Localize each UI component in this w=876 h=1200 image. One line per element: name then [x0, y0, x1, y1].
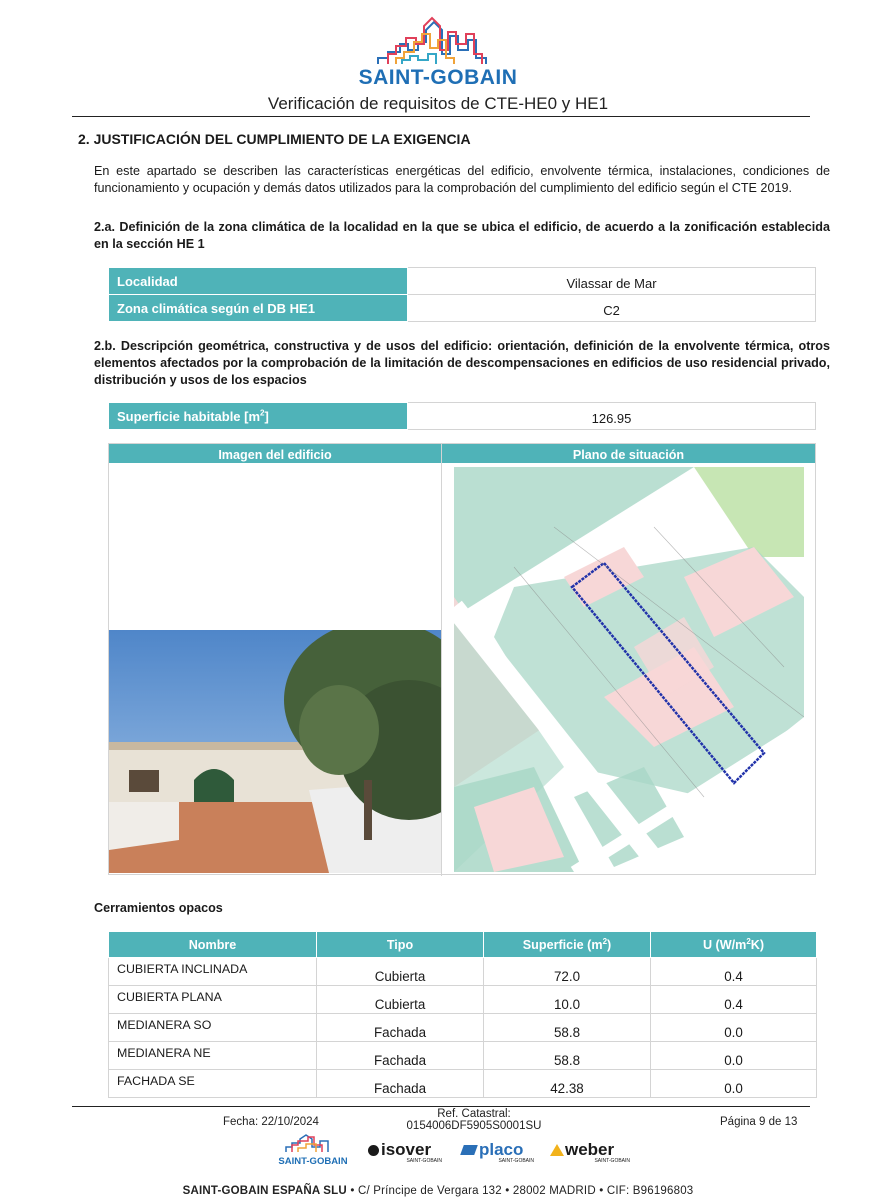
isover-label: isover [381, 1140, 432, 1159]
placo-label: placo [479, 1140, 524, 1159]
section-intro: En este apartado se describen las características energéticas del edificio, envolvente térmica, instalaciones, condiciones de funcionamiento y ocupación y demás datos utilizados para la comprobación del cumplimiento del edificio según el CTE 2019. [94, 164, 830, 195]
cell-superficie: 72.0 [484, 958, 651, 986]
footer-saint-gobain-logo [272, 1133, 354, 1167]
opaque-enclosures-table [108, 931, 817, 1098]
cell-superficie: 58.8 [484, 1042, 651, 1070]
building-image-header: Imagen del edificio [109, 444, 441, 463]
weber-sub-label: SAINT-GOBAIN [594, 1158, 630, 1164]
footer-company-address [0, 1185, 876, 1197]
climate-zone-label: Zona climática según el DB HE1 [109, 295, 408, 322]
section-heading: 2. JUSTIFICACIÓN DEL CUMPLIMIENTO DE LA EXIGENCIA [78, 131, 471, 147]
column-header-nombre: Nombre [109, 932, 317, 958]
footer-page-number: Página 9 de 13 [720, 1116, 798, 1128]
cell-u: 0.4 [651, 986, 817, 1014]
table-row [109, 1014, 817, 1042]
table-row [109, 403, 816, 430]
weber-label: weber [565, 1140, 615, 1159]
subsection-b-heading: 2.b. Descripción geométrica, constructiva y de usos del edificio: orientación, definición de la envolvente térmica, otros elementos afectados por la comprobación de la limitación de descompensaciones en edificios de uso residencial privado, distribución y usos de los espacios [94, 339, 830, 387]
placo-mark-icon [460, 1145, 478, 1155]
site-plan-map [454, 467, 804, 872]
saint-gobain-small-logo-icon [278, 1133, 348, 1153]
table-header-row [109, 932, 817, 958]
building-photo [109, 630, 441, 873]
table-row [109, 268, 816, 295]
cell-tipo: Fachada [317, 1014, 484, 1042]
header-logo [0, 14, 876, 90]
cell-nombre: CUBIERTA PLANA [109, 986, 317, 1014]
column-header-superficie: Superficie $(m^2)$ [484, 932, 651, 958]
cell-superficie: 58.8 [484, 1014, 651, 1042]
table-row [109, 986, 817, 1014]
subsection-a-heading: 2.a. Definición de la zona climática de la localidad en la que se ubica el edificio, de acuerdo a la zonificación establecida en la sección HE 1 [94, 220, 830, 251]
saint-gobain-logo-icon [358, 14, 518, 66]
footer-divider [72, 1106, 810, 1107]
company-name: SAINT-GOBAIN ESPAÑA SLU [182, 1185, 347, 1197]
saint-gobain-small-label: SAINT-GOBAIN [278, 1156, 348, 1167]
weber-triangle-icon [550, 1144, 564, 1156]
cell-nombre: CUBIERTA INCLINADA [109, 958, 317, 986]
cell-nombre: MEDIANERA NE [109, 1042, 317, 1070]
placo-sub-label: SAINT-GOBAIN [498, 1158, 534, 1164]
brand-name: SAINT-GOBAIN [358, 66, 518, 89]
cell-superficie: 42.38 [484, 1070, 651, 1098]
surface-label: Superficie habitable $[m^2]$ [109, 403, 408, 430]
table-row [109, 1070, 817, 1098]
locality-value: Vilassar de Mar [408, 268, 816, 295]
table-row [109, 295, 816, 322]
cell-u: 0.0 [651, 1042, 817, 1070]
isover-sub-label: SAINT-GOBAIN [406, 1158, 442, 1164]
footer-placo-logo [462, 1140, 534, 1164]
header-divider [72, 116, 810, 117]
climate-zone-value: C2 [408, 295, 816, 322]
surface-table [108, 402, 816, 430]
cell-tipo: Cubierta [317, 986, 484, 1014]
cell-u: 0.4 [651, 958, 817, 986]
site-plan-header: Plano de situación [442, 444, 815, 463]
opaque-enclosures-title: Cerramientos opacos [94, 901, 223, 915]
footer-weber-logo [550, 1140, 630, 1164]
images-block [108, 443, 816, 875]
surface-value: 126.95 [408, 403, 816, 430]
column-header-tipo: Tipo [317, 932, 484, 958]
footer-date: Fecha: 22/10/2024 [223, 1116, 319, 1128]
cell-tipo: Fachada [317, 1042, 484, 1070]
cell-tipo: Fachada [317, 1070, 484, 1098]
table-row [109, 958, 817, 986]
cell-nombre: FACHADA SE [109, 1070, 317, 1098]
column-header-u: U $(W/m^2K)$ [651, 932, 817, 958]
page-title: Verificación de requisitos de CTE-HE0 y HE1 [267, 94, 609, 113]
climate-zone-table [108, 267, 816, 322]
cell-tipo: Cubierta [317, 958, 484, 986]
locality-label: Localidad [109, 268, 408, 295]
isover-dot-icon [368, 1145, 379, 1156]
cell-u: 0.0 [651, 1014, 817, 1042]
footer-cadastral-ref [404, 1108, 544, 1132]
table-row [109, 1042, 817, 1070]
column-divider [441, 444, 442, 876]
cadastral-ref-value: 0154006DF5905S0001SU [406, 1120, 542, 1132]
cell-nombre: MEDIANERA SO [109, 1014, 317, 1042]
company-address: • C/ Príncipe de Vergara 132 • 28002 MADRID • CIF: B96196803 [350, 1185, 694, 1197]
cadastral-ref-label: Ref. Catastral: [437, 1108, 511, 1120]
cell-u: 0.0 [651, 1070, 817, 1098]
footer-isover-logo [368, 1140, 442, 1164]
cell-superficie: 10.0 [484, 986, 651, 1014]
